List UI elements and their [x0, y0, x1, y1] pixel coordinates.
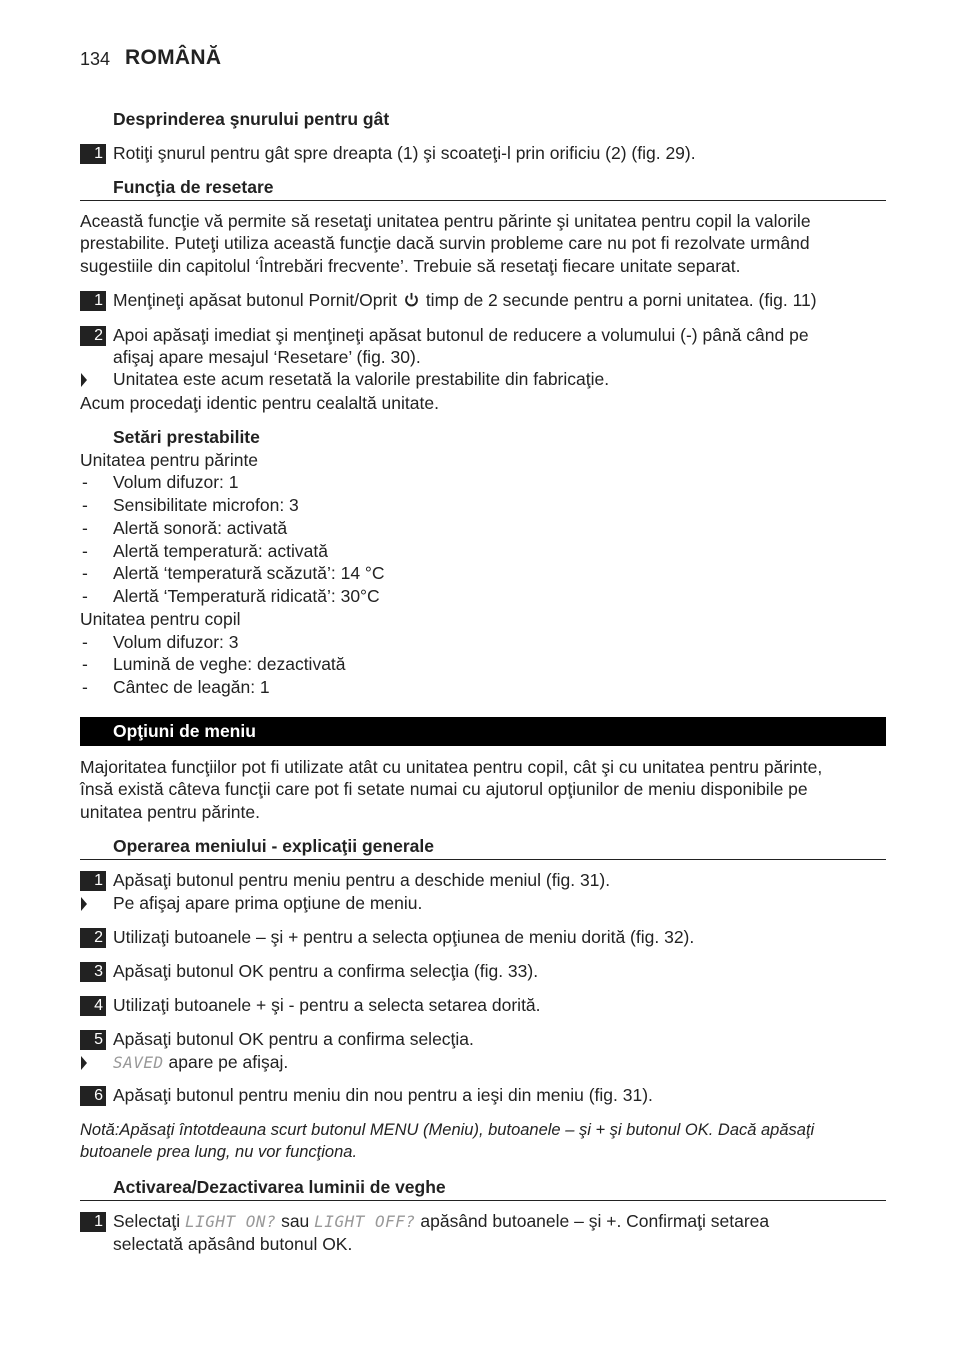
- section-divider: [80, 1200, 886, 1201]
- section-divider: [80, 859, 886, 860]
- list-dash: -: [82, 518, 88, 538]
- list-dash: -: [82, 472, 88, 492]
- paragraph-line: prestabilite. Puteţi utiliza această funcţie dacă survin probleme care nu pot fi rezolvate urmând: [80, 233, 810, 253]
- step-text-part: timp de 2 secunde pentru a porni unitatea. (fig. 11): [425, 290, 817, 310]
- step-text: Rotiţi şnurul pentru gât spre dreapta (1) şi scoateţi-l prin orificiu (2) (fig. 29).: [113, 143, 696, 163]
- list-item: Volum difuzor: 3: [113, 632, 239, 652]
- list-dash: -: [82, 654, 88, 674]
- step-number: 1: [80, 291, 106, 311]
- step-text: Utilizaţi butoanele + şi - pentru a selecta setarea dorită.: [113, 995, 541, 1015]
- lcd-display-text: LIGHT OFF?: [314, 1212, 416, 1231]
- note-line: Notă:Apăsaţi întotdeauna scurt butonul MENU (Meniu), butoanele – şi + şi butonul OK. Dacă apăsaţi: [80, 1121, 815, 1139]
- list-item: Alertă temperatură: activată: [113, 541, 328, 561]
- step-text: [113, 290, 817, 311]
- paragraph-line: Majoritatea funcţiilor pot fi utilizate atât cu unitatea pentru copil, cât şi cu unitatea pentru părinte,: [80, 757, 823, 777]
- list-item: Lumină de veghe: dezactivată: [113, 654, 346, 674]
- step-number: 1: [80, 1212, 106, 1232]
- lcd-display-text: SAVED: [113, 1053, 164, 1072]
- step-text-part: apăsând butoanele – şi +. Confirmaţi setarea: [420, 1211, 770, 1231]
- list-dash: -: [82, 586, 88, 606]
- page-number: 134: [80, 49, 111, 69]
- section-title-reset: Funcţia de resetare: [113, 177, 274, 197]
- paragraph-line: Această funcţie vă permite să resetaţi unitatea pentru părinte şi unitatea pentru copil la valorile: [80, 211, 811, 231]
- step-number: 4: [80, 996, 106, 1016]
- section-title-neck-strap: Desprinderea şnurului pentru gât: [113, 109, 390, 129]
- list-dash: -: [82, 541, 88, 561]
- step-number: 2: [80, 326, 106, 346]
- power-icon: [404, 292, 419, 307]
- paragraph-line: unitatea pentru părinte.: [80, 802, 260, 822]
- result-text: [113, 1052, 288, 1073]
- step-number: 6: [80, 1086, 106, 1106]
- paragraph-line: sugestiile din capitolul ‘Întrebări frecvente’. Trebuie să resetaţi fiecare unitate separat.: [80, 256, 741, 276]
- list-dash: -: [82, 495, 88, 515]
- step-number: 1: [80, 144, 106, 164]
- step-text: [113, 1211, 769, 1232]
- result-text: Pe afişaj apare prima opţiune de meniu.: [113, 893, 423, 913]
- section-title-defaults: Setări prestabilite: [113, 427, 260, 447]
- list-label: Unitatea pentru copil: [80, 609, 241, 629]
- lcd-display-text: LIGHT ON?: [185, 1212, 277, 1231]
- list-dash: -: [82, 677, 88, 697]
- list-item: Alertă ‘temperatură scăzută’: 14 °C: [113, 563, 385, 583]
- step-number: 2: [80, 928, 106, 948]
- step-text: Apoi apăsaţi imediat şi menţineţi apăsat butonul de reducere a volumului (-) până când pe: [113, 325, 809, 345]
- list-item: Alertă sonoră: activată: [113, 518, 288, 538]
- paragraph-line: Acum procedaţi identic pentru cealaltă unitate.: [80, 393, 439, 413]
- section-title-menu-options: Opţiuni de meniu: [113, 721, 256, 741]
- list-item: Alertă ‘Temperatură ridicată’: 30°C: [113, 586, 380, 606]
- result-arrow-icon: [81, 373, 87, 387]
- section-title-menu-operation: Operarea meniului - explicaţii generale: [113, 836, 434, 856]
- step-text: afişaj apare mesajul ‘Resetare’ (fig. 30).: [113, 347, 421, 367]
- note-line: butoanele prea lung, nu vor funcţiona.: [80, 1143, 358, 1161]
- result-arrow-icon: [81, 1056, 87, 1070]
- list-dash: -: [82, 632, 88, 652]
- step-text: Utilizaţi butoanele – şi + pentru a selecta opţiunea de meniu dorită (fig. 32).: [113, 927, 695, 947]
- list-label: Unitatea pentru părinte: [80, 450, 259, 470]
- section-divider: [80, 200, 886, 201]
- step-text: Apăsaţi butonul OK pentru a confirma selecţia.: [113, 1029, 474, 1049]
- step-text-part: Menţineţi apăsat butonul Pornit/Oprit: [113, 290, 398, 310]
- step-number: 5: [80, 1030, 106, 1050]
- list-item: Volum difuzor: 1: [113, 472, 239, 492]
- step-text: selectată apăsând butonul OK.: [113, 1234, 353, 1254]
- step-text-part: sau: [281, 1211, 310, 1231]
- result-text-part: apare pe afişaj.: [168, 1052, 289, 1072]
- step-text-part: Selectaţi: [113, 1211, 181, 1231]
- section-title-night-light: Activarea/Dezactivarea luminii de veghe: [113, 1177, 446, 1197]
- result-arrow-icon: [81, 897, 87, 911]
- result-text: Unitatea este acum resetată la valorile prestabilite din fabricaţie.: [113, 369, 610, 389]
- step-text: Apăsaţi butonul pentru meniu din nou pentru a ieşi din meniu (fig. 31).: [113, 1085, 653, 1105]
- language-heading: ROMÂNĂ: [125, 46, 222, 69]
- step-text: Apăsaţi butonul pentru meniu pentru a deschide meniul (fig. 31).: [113, 870, 611, 890]
- step-number: 3: [80, 962, 106, 982]
- step-number: 1: [80, 871, 106, 891]
- list-item: Sensibilitate microfon: 3: [113, 495, 299, 515]
- paragraph-line: însă există câteva funcţii care pot fi setate numai cu ajutorul opţiunilor de meniu disponibile pe: [80, 779, 808, 799]
- list-dash: -: [82, 563, 88, 583]
- section-bar-menu-options: [80, 717, 886, 746]
- list-item: Cântec de leagăn: 1: [113, 677, 270, 697]
- step-text: Apăsaţi butonul OK pentru a confirma selecţia (fig. 33).: [113, 961, 539, 981]
